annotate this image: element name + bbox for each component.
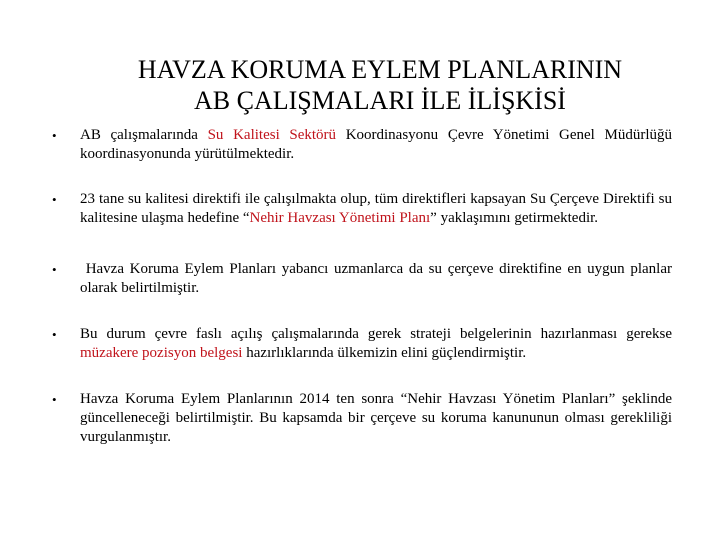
- bullet-5-text: Havza Koruma Eylem Planlarının 2014 ten sonra “Nehir Havzası Yönetim Planları” şeklinde güncelleneceği belirtilmiştir. Bu kapsamda bir çerçeve su koruma kanununun olması gerekliliği vurgulanmıştır.: [80, 391, 672, 445]
- bullet-dot-icon: •: [52, 262, 57, 277]
- bullet-dot-icon: •: [52, 392, 57, 407]
- bullet-2-text-end: ” yaklaşımını getirmektedir.: [430, 210, 599, 226]
- bullet-dot-icon: •: [52, 128, 57, 143]
- bullet-item-3: [52, 260, 676, 298]
- bullet-dot-icon: •: [52, 192, 57, 207]
- bullet-item-1: [52, 126, 672, 164]
- bullet-1-text: AB çalışmalarında: [80, 127, 208, 143]
- bullet-3-text: Havza Koruma Eylem Planları yabancı uzmanlarca da su çerçeve direktifine en uygun planlar olarak belirtilmiştir.: [80, 261, 676, 296]
- bullet-2-text: 23 tane su kalitesi direktifi ile çalışılmakta olup, tüm direktifleri kapsayan Su Çerçeve Direktifi su kalitesine ulaşma hedefine “: [80, 191, 672, 226]
- slide-title: [60, 54, 700, 116]
- bullet-1-text-end: Koordinasyonu Çevre Yönetimi Genel Müdürlüğü koordinasyonunda yürütülmektedir.: [80, 127, 672, 162]
- bullet-1-highlight: Su Kalitesi Sektörü: [207, 127, 337, 143]
- bullet-item-5: [52, 390, 672, 447]
- title-line-1: HAVZA KORUMA EYLEM PLANLARININ: [137, 55, 623, 84]
- bullet-dot-icon: •: [52, 327, 57, 342]
- bullet-item-2: [52, 190, 672, 228]
- bullet-item-4: [52, 325, 672, 363]
- bullet-4-text-end: hazırlıklarında ülkemizin elini güçlendirmiştir.: [242, 345, 527, 361]
- bullet-list: [52, 126, 676, 447]
- title-line-2: AB ÇALIŞMALARI İLE İLİŞKİSİ: [194, 86, 566, 115]
- bullet-4-text: Bu durum çevre faslı açılış çalışmalarında gerek strateji belgelerinin hazırlanması gerekse: [80, 326, 672, 342]
- bullet-2-highlight: Nehir Havzası Yönetimi Planı: [249, 210, 431, 226]
- bullet-4-highlight: müzakere pozisyon belgesi: [80, 345, 243, 361]
